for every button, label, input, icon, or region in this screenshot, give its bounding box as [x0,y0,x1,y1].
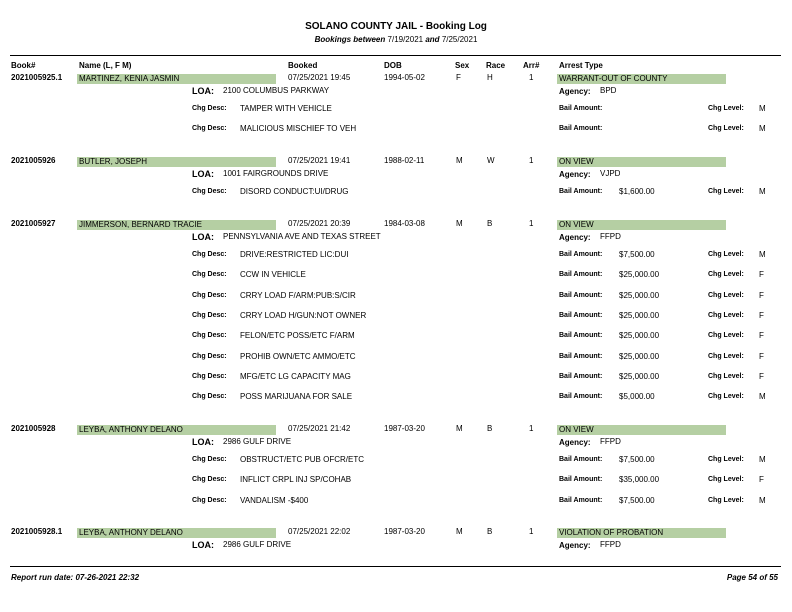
charge-level: M [759,124,766,133]
charge-level-label: Chg Level: [708,125,744,132]
charge-desc-label: Chg Desc: [192,353,227,360]
charge-level: F [759,331,764,340]
charge-desc-label: Chg Desc: [192,373,227,380]
report-subtitle [0,35,792,44]
charge-level: F [759,352,764,361]
charge-level: M [759,187,766,196]
location-of-arrest: 1001 FAIRGROUNDS DRIVE [223,169,329,178]
subtitle-and: and [425,35,440,44]
charge-level-label: Chg Level: [708,312,744,319]
arrest-number: 1 [529,219,534,228]
arrest-number: 1 [529,527,534,536]
charge-description: VANDALISM -$400 [240,496,309,505]
page-number: Page 54 of 55 [726,573,778,582]
charge-level: F [759,291,764,300]
loa-label: LOA: [192,437,214,447]
charge-level: F [759,475,764,484]
col-header-book: Book# [11,61,36,70]
charge-level: M [759,496,766,505]
booked-datetime: 07/25/2021 20:39 [288,219,351,228]
arrest-number: 1 [529,156,534,165]
charge-description: INFLICT CRPL INJ SP/COHAB [240,475,352,484]
header-rule [10,55,781,56]
bail-amount: $7,500.00 [619,250,655,259]
charge-desc-label: Chg Desc: [192,251,227,258]
bail-amount-label: Bail Amount: [559,456,603,463]
race: W [487,156,495,165]
charge-desc-label: Chg Desc: [192,271,227,278]
location-of-arrest: 2986 GULF DRIVE [223,540,292,549]
location-of-arrest: 2100 COLUMBUS PARKWAY [223,86,330,95]
sex: M [456,156,463,165]
agency: VJPD [600,169,621,178]
col-header-race: Race [486,61,506,70]
charge-description: PROHIB OWN/ETC AMMO/ETC [240,352,356,361]
inmate-name: MARTINEZ, KENIA JASMIN [79,74,180,83]
location-of-arrest: PENNSYLVANIA AVE AND TEXAS STREET [223,232,381,241]
charge-level-label: Chg Level: [708,251,744,258]
charge-desc-label: Chg Desc: [192,332,227,339]
agency-label: Agency: [559,541,591,550]
charge-level-label: Chg Level: [708,476,744,483]
bail-amount-label: Bail Amount: [559,393,603,400]
report-run-date: Report run date: 07-26-2021 22:32 [11,573,140,582]
charge-level-label: Chg Level: [708,353,744,360]
charge-level-label: Chg Level: [708,105,744,112]
charge-description: CRRY LOAD H/GUN:NOT OWNER [240,311,367,320]
charge-level-label: Chg Level: [708,373,744,380]
charge-desc-label: Chg Desc: [192,312,227,319]
inmate-name: BUTLER, JOSEPH [79,157,148,166]
bail-amount: $1,600.00 [619,187,655,196]
bail-amount: $35,000.00 [619,475,660,484]
bail-amount: $7,500.00 [619,496,655,505]
bail-amount: $25,000.00 [619,270,660,279]
charge-description: TAMPER WITH VEHICLE [240,104,332,113]
booking-number: 2021005926 [11,156,56,165]
bail-amount: $25,000.00 [619,291,660,300]
inmate-name: LEYBA, ANTHONY DELANO [79,425,183,434]
charge-description: MALICIOUS MISCHIEF TO VEH [240,124,357,133]
charge-desc-label: Chg Desc: [192,105,227,112]
bail-amount: $7,500.00 [619,455,655,464]
charge-desc-label: Chg Desc: [192,497,227,504]
charge-level: M [759,104,766,113]
charge-description: DISORD CONDUCT:UI/DRUG [240,187,349,196]
booking-number: 2021005927 [11,219,56,228]
charge-level-label: Chg Level: [708,332,744,339]
bail-amount-label: Bail Amount: [559,497,603,504]
charge-desc-label: Chg Desc: [192,188,227,195]
bail-amount-label: Bail Amount: [559,353,603,360]
agency: FFPD [600,540,621,549]
date-of-birth: 1988-02-11 [384,156,425,165]
charge-level: M [759,250,766,259]
date-of-birth: 1994-05-02 [384,73,425,82]
report-title: SOLANO COUNTY JAIL - Booking Log [305,21,487,32]
booking-number: 2021005925.1 [11,73,63,82]
charge-level: M [759,392,766,401]
bail-amount-label: Bail Amount: [559,188,603,195]
charge-level-label: Chg Level: [708,456,744,463]
end-date: 7/25/2021 [441,35,478,44]
start-date: 7/19/2021 [387,35,424,44]
agency: FFPD [600,232,621,241]
date-of-birth: 1984-03-08 [384,219,425,228]
date-of-birth: 1987-03-20 [384,527,425,536]
charge-level: F [759,372,764,381]
arrest-type: ON VIEW [559,157,594,166]
agency-label: Agency: [559,233,591,242]
booked-datetime: 07/25/2021 19:41 [288,156,351,165]
bail-amount-label: Bail Amount: [559,271,603,278]
loa-label: LOA: [192,169,214,179]
charge-desc-label: Chg Desc: [192,125,227,132]
race: B [487,219,493,228]
bail-amount-label: Bail Amount: [559,476,603,483]
loa-label: LOA: [192,540,214,550]
arrest-type: ON VIEW [559,425,594,434]
col-header-sex: Sex [455,61,470,70]
bail-amount: $25,000.00 [619,352,660,361]
bail-amount-label: Bail Amount: [559,332,603,339]
subtitle-prefix: Bookings between [314,35,386,44]
sex: F [456,73,461,82]
date-of-birth: 1987-03-20 [384,424,425,433]
race: H [487,73,493,82]
col-header-booked: Booked [288,61,318,70]
agency: FFPD [600,437,621,446]
bail-amount: $25,000.00 [619,372,660,381]
bail-amount-label: Bail Amount: [559,125,603,132]
booking-number: 2021005928.1 [11,527,63,536]
charge-level-label: Chg Level: [708,497,744,504]
col-header-dob: DOB [384,61,402,70]
bail-amount: $5,000.00 [619,392,655,401]
sex: M [456,424,463,433]
arrest-type: ON VIEW [559,220,594,229]
bail-amount-label: Bail Amount: [559,373,603,380]
charge-level-label: Chg Level: [708,188,744,195]
bail-amount: $25,000.00 [619,311,660,320]
charge-desc-label: Chg Desc: [192,476,227,483]
charge-level-label: Chg Level: [708,271,744,278]
charge-description: FELON/ETC POSS/ETC F/ARM [240,331,355,340]
charge-description: CRRY LOAD F/ARM:PUB:S/CIR [240,291,356,300]
col-header-arr: Arr# [523,61,540,70]
charge-desc-label: Chg Desc: [192,292,227,299]
col-header-arrest-type: Arrest Type [559,61,603,70]
sex: M [456,219,463,228]
charge-description: POSS MARIJUANA FOR SALE [240,392,353,401]
charge-level-label: Chg Level: [708,292,744,299]
booked-datetime: 07/25/2021 19:45 [288,73,351,82]
arrest-number: 1 [529,73,534,82]
bail-amount: $25,000.00 [619,331,660,340]
loa-label: LOA: [192,232,214,242]
charge-description: OBSTRUCT/ETC PUB OFCR/ETC [240,455,365,464]
bail-amount-label: Bail Amount: [559,251,603,258]
arrest-type: VIOLATION OF PROBATION [559,528,664,537]
col-header-name: Name (L, F M) [79,61,132,70]
sex: M [456,527,463,536]
charge-level: F [759,270,764,279]
location-of-arrest: 2986 GULF DRIVE [223,437,292,446]
bail-amount-label: Bail Amount: [559,312,603,319]
inmate-name: LEYBA, ANTHONY DELANO [79,528,183,537]
charge-description: CCW IN VEHICLE [240,270,306,279]
charge-desc-label: Chg Desc: [192,456,227,463]
race: B [487,527,493,536]
loa-label: LOA: [192,86,214,96]
footer-rule [10,566,781,567]
charge-desc-label: Chg Desc: [192,393,227,400]
arrest-number: 1 [529,424,534,433]
bail-amount-label: Bail Amount: [559,105,603,112]
booked-datetime: 07/25/2021 21:42 [288,424,351,433]
agency: BPD [600,86,617,95]
inmate-name: JIMMERSON, BERNARD TRACIE [79,220,202,229]
charge-description: MFG/ETC LG CAPACITY MAG [240,372,351,381]
race: B [487,424,493,433]
charge-level-label: Chg Level: [708,393,744,400]
bail-amount-label: Bail Amount: [559,292,603,299]
agency-label: Agency: [559,438,591,447]
agency-label: Agency: [559,170,591,179]
charge-level: M [759,455,766,464]
booking-number: 2021005928 [11,424,56,433]
charge-level: F [759,311,764,320]
arrest-type: WARRANT-OUT OF COUNTY [559,74,668,83]
booked-datetime: 07/25/2021 22:02 [288,527,351,536]
agency-label: Agency: [559,87,591,96]
charge-description: DRIVE:RESTRICTED LIC:DUI [240,250,349,259]
